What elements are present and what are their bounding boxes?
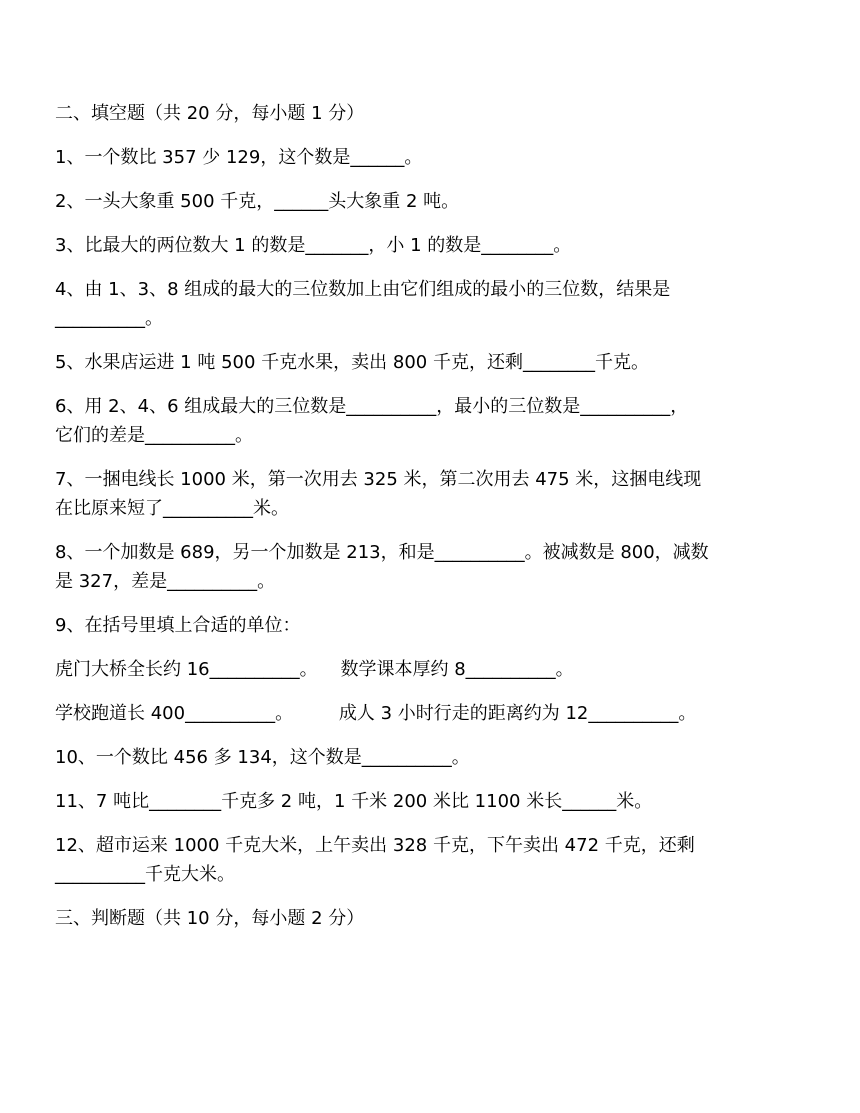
worksheet-content [55,99,800,933]
question-12-line-2: __________千克大米。 [55,864,235,885]
question-8-line-2: 是 327，差是__________。 [55,571,276,592]
question-8-line-1: 8、一个加数是 689，另一个加数是 213，和是__________。被减数是 800，减数 [55,542,709,563]
judgement-section-heading: 三、判断题（共 10 分，每小题 2 分） [55,908,365,929]
question-9-item-row-2: 学校跑道长 400__________。 成人 3 小时行走的距离约为 12__________。 [55,703,697,724]
question-2: 2、一头大象重 500 千克，______头大象重 2 吨。 [55,191,460,212]
fill-blank-section-heading: 二、填空题（共 20 分，每小题 1 分） [55,103,365,124]
question-6-line-1: 6、用 2、4、6 组成最大的三位数是__________，最小的三位数是__________， [55,396,689,417]
question-11: 11、7 吨比________千克多 2 吨，1 千米 200 米比 1100 米长______米。 [55,791,653,812]
question-1: 1、一个数比 357 少 129，这个数是______。 [55,147,423,168]
question-6-line-2: 它们的差是__________。 [55,425,253,446]
question-10: 10、一个数比 456 多 134，这个数是__________。 [55,747,470,768]
question-5: 5、水果店运进 1 吨 500 千克水果，卖出 800 千克，还剩________千克。 [55,352,649,373]
question-7-line-2: 在比原来短了__________米。 [55,498,289,519]
question-9-item-row-1: 虎门大桥全长约 16__________。 数学课本厚约 8__________。 [55,659,574,680]
question-7-line-1: 7、一捆电线长 1000 米，第一次用去 325 米，第二次用去 475 米，这捆电线现 [55,469,702,490]
question-12-line-1: 12、超市运来 1000 千克大米，上午卖出 328 千克，下午卖出 472 千克，还剩 [55,835,695,856]
question-4-line-1: 4、由 1、3、8 组成的最大的三位数加上由它们组成的最小的三位数，结果是 [55,279,671,300]
question-4-line-2: __________。 [55,308,163,329]
question-3: 3、比最大的两位数大 1 的数是_______，小 1 的数是________。 [55,235,572,256]
question-9: 9、在括号里填上合适的单位： [55,615,301,636]
